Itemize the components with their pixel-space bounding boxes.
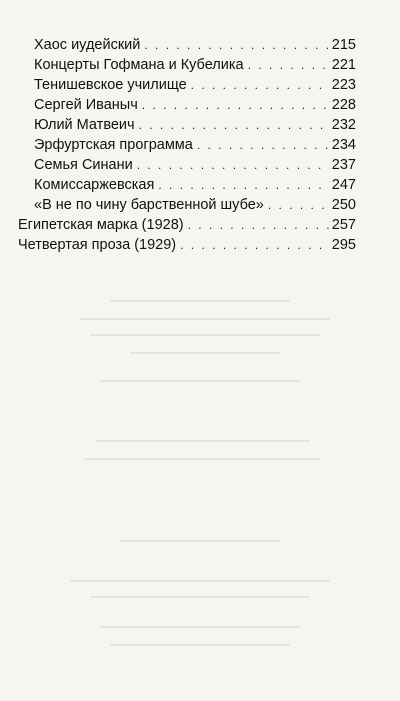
toc-entry-page: 215 [331, 37, 356, 53]
toc-entry-page: 221 [331, 57, 356, 73]
toc-entry-title: Юлий Матвеич [34, 117, 135, 133]
dot-leader [248, 55, 330, 75]
toc-entry-page: 234 [331, 137, 356, 153]
toc-entry [34, 195, 356, 215]
dot-leader [142, 95, 330, 115]
toc-entry-title: Эрфуртская программа [34, 137, 193, 153]
dot-leader [191, 75, 330, 95]
toc-entry-title: Сергей Иваныч [34, 97, 138, 113]
toc-entry-page: 232 [331, 117, 356, 133]
toc-entry-title: Семья Синани [34, 157, 133, 173]
dot-leader [144, 35, 329, 55]
toc-entry [34, 135, 356, 155]
toc-entry-page: 250 [331, 197, 356, 213]
toc-entry [34, 175, 356, 195]
toc-entry [18, 215, 356, 235]
toc-entry-page: 223 [331, 77, 356, 93]
toc-entry [34, 35, 356, 55]
toc-entry-title: Комиссаржевская [34, 177, 155, 193]
dot-leader [180, 235, 330, 255]
dot-leader [139, 115, 330, 135]
toc-entry [18, 235, 356, 255]
dot-leader [268, 195, 330, 215]
toc-entry-page: 228 [331, 97, 356, 113]
toc-entry-title: Четвертая проза (1929) [18, 237, 177, 253]
toc-entry [34, 115, 356, 135]
toc-entry [34, 55, 356, 75]
toc-entry-title: Египетская марка (1928) [18, 217, 184, 233]
toc-entry-page: 247 [331, 177, 356, 193]
toc-entry-title: Хаос иудейский [34, 37, 141, 53]
toc-entry [34, 75, 356, 95]
toc-entry-page: 237 [331, 157, 356, 173]
toc-entry-page: 295 [331, 237, 356, 253]
dot-leader [158, 175, 329, 195]
dot-leader [197, 135, 330, 155]
toc-entry [34, 95, 356, 115]
toc-entry [34, 155, 356, 175]
toc-entry-title: «В не по чину барственной шубе» [34, 197, 264, 213]
toc-entry-title: Концерты Гофмана и Кубелика [34, 57, 244, 73]
dot-leader [188, 215, 330, 235]
toc-entry-title: Тенишевское училище [34, 77, 187, 93]
dot-leader [137, 155, 330, 175]
toc-entry-page: 257 [331, 217, 356, 233]
